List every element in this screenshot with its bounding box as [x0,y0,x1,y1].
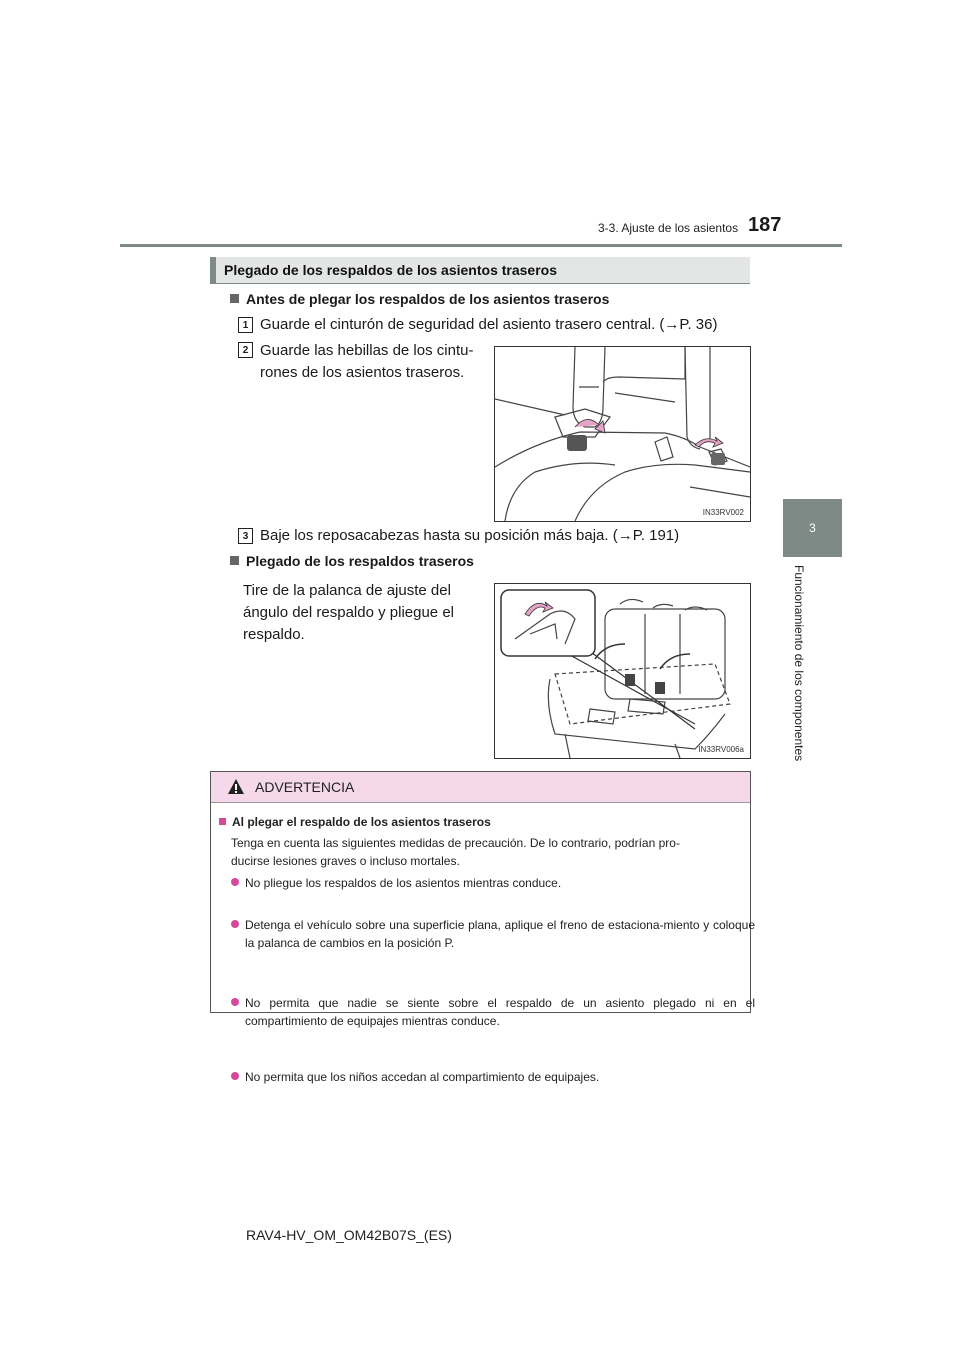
step-2-number: 2 [238,342,253,358]
warning-bullet: Detenga el vehículo sobre una superficie plana, aplique el freno de estaciona-miento y coloque la palanca de cambios en la posición P. [231,916,755,952]
before-folding-heading: Antes de plegar los respaldos de los asientos traseros [230,291,609,307]
lever-icon [655,682,665,694]
folding-illustration [495,584,750,758]
figure-code: IN33RV006a [698,745,744,754]
bullet-dot-icon [231,878,239,886]
warning-box [210,771,755,1084]
buckle-figure [494,346,751,522]
buckle-illustration [495,347,750,521]
warning-triangle-icon [227,778,245,795]
square-bullet-icon [219,818,226,825]
warning-header [211,772,750,803]
square-bullet-icon [230,294,239,303]
section-title: Plegado de los respaldos de los asientos traseros [224,262,558,278]
page-number: 187 [748,214,782,236]
step-1-text: Guarde el cinturón de seguridad del asiento trasero central. (→P. 36) [260,316,718,333]
square-bullet-icon [230,556,239,565]
bullet-dot-icon [231,1072,239,1080]
figure-code: IN33RV002 [702,508,744,517]
lever-icon [625,674,635,686]
header-divider [120,244,842,247]
folding-instruction: Tire de la palanca de ajuste del ángulo del respaldo y pliegue el respaldo. [243,582,454,643]
bullet-dot-icon [231,998,239,1006]
step-1-number: 1 [238,317,253,333]
document-code: RAV4-HV_OM_OM42B07S_(ES) [246,1227,452,1243]
warning-intro: Tenga en cuenta las siguientes medidas de precaución. De lo contrario, podrían pro- ducirse lesiones graves o incluso mortales. [231,836,680,868]
folding-figure [494,583,751,759]
warning-bullet: No permita que nadie se siente sobre el respaldo de un asiento plegado ni en el compartimiento de equipajes mientras conduce. [231,994,755,1030]
warning-bullet: No permita que los niños accedan al compartimiento de equipajes. [231,1068,755,1086]
warning-title: ADVERTENCIA [255,779,355,795]
warning-bullet: No pliegue los respaldos de los asientos mientras conduce. [231,874,755,892]
chapter-tab [783,499,842,557]
buckle-icon [567,435,587,451]
chapter-number: 3 [809,521,816,535]
step-3-number: 3 [238,528,253,544]
section-accent [210,257,216,283]
section-heading-bar [210,257,750,284]
bullet-dot-icon [231,920,239,928]
warning-subheading: Al plegar el respaldo de los asientos traseros [219,815,491,829]
step-3-text: Baje los reposacabezas hasta su posición más baja. (→P. 191) [260,527,680,544]
lever-inset [501,590,595,656]
buckle-icon [711,453,725,465]
chapter-title: Funcionamiento de los componentes [792,565,806,762]
arrow-icon [695,437,723,447]
step-2-text: Guarde las hebillas de los cintu- rones de los asientos traseros. [260,342,474,381]
folding-heading: Plegado de los respaldos traseros [230,553,474,569]
fold-arrow-icon [595,644,625,659]
section-label: 3-3. Ajuste de los asientos [598,221,739,235]
